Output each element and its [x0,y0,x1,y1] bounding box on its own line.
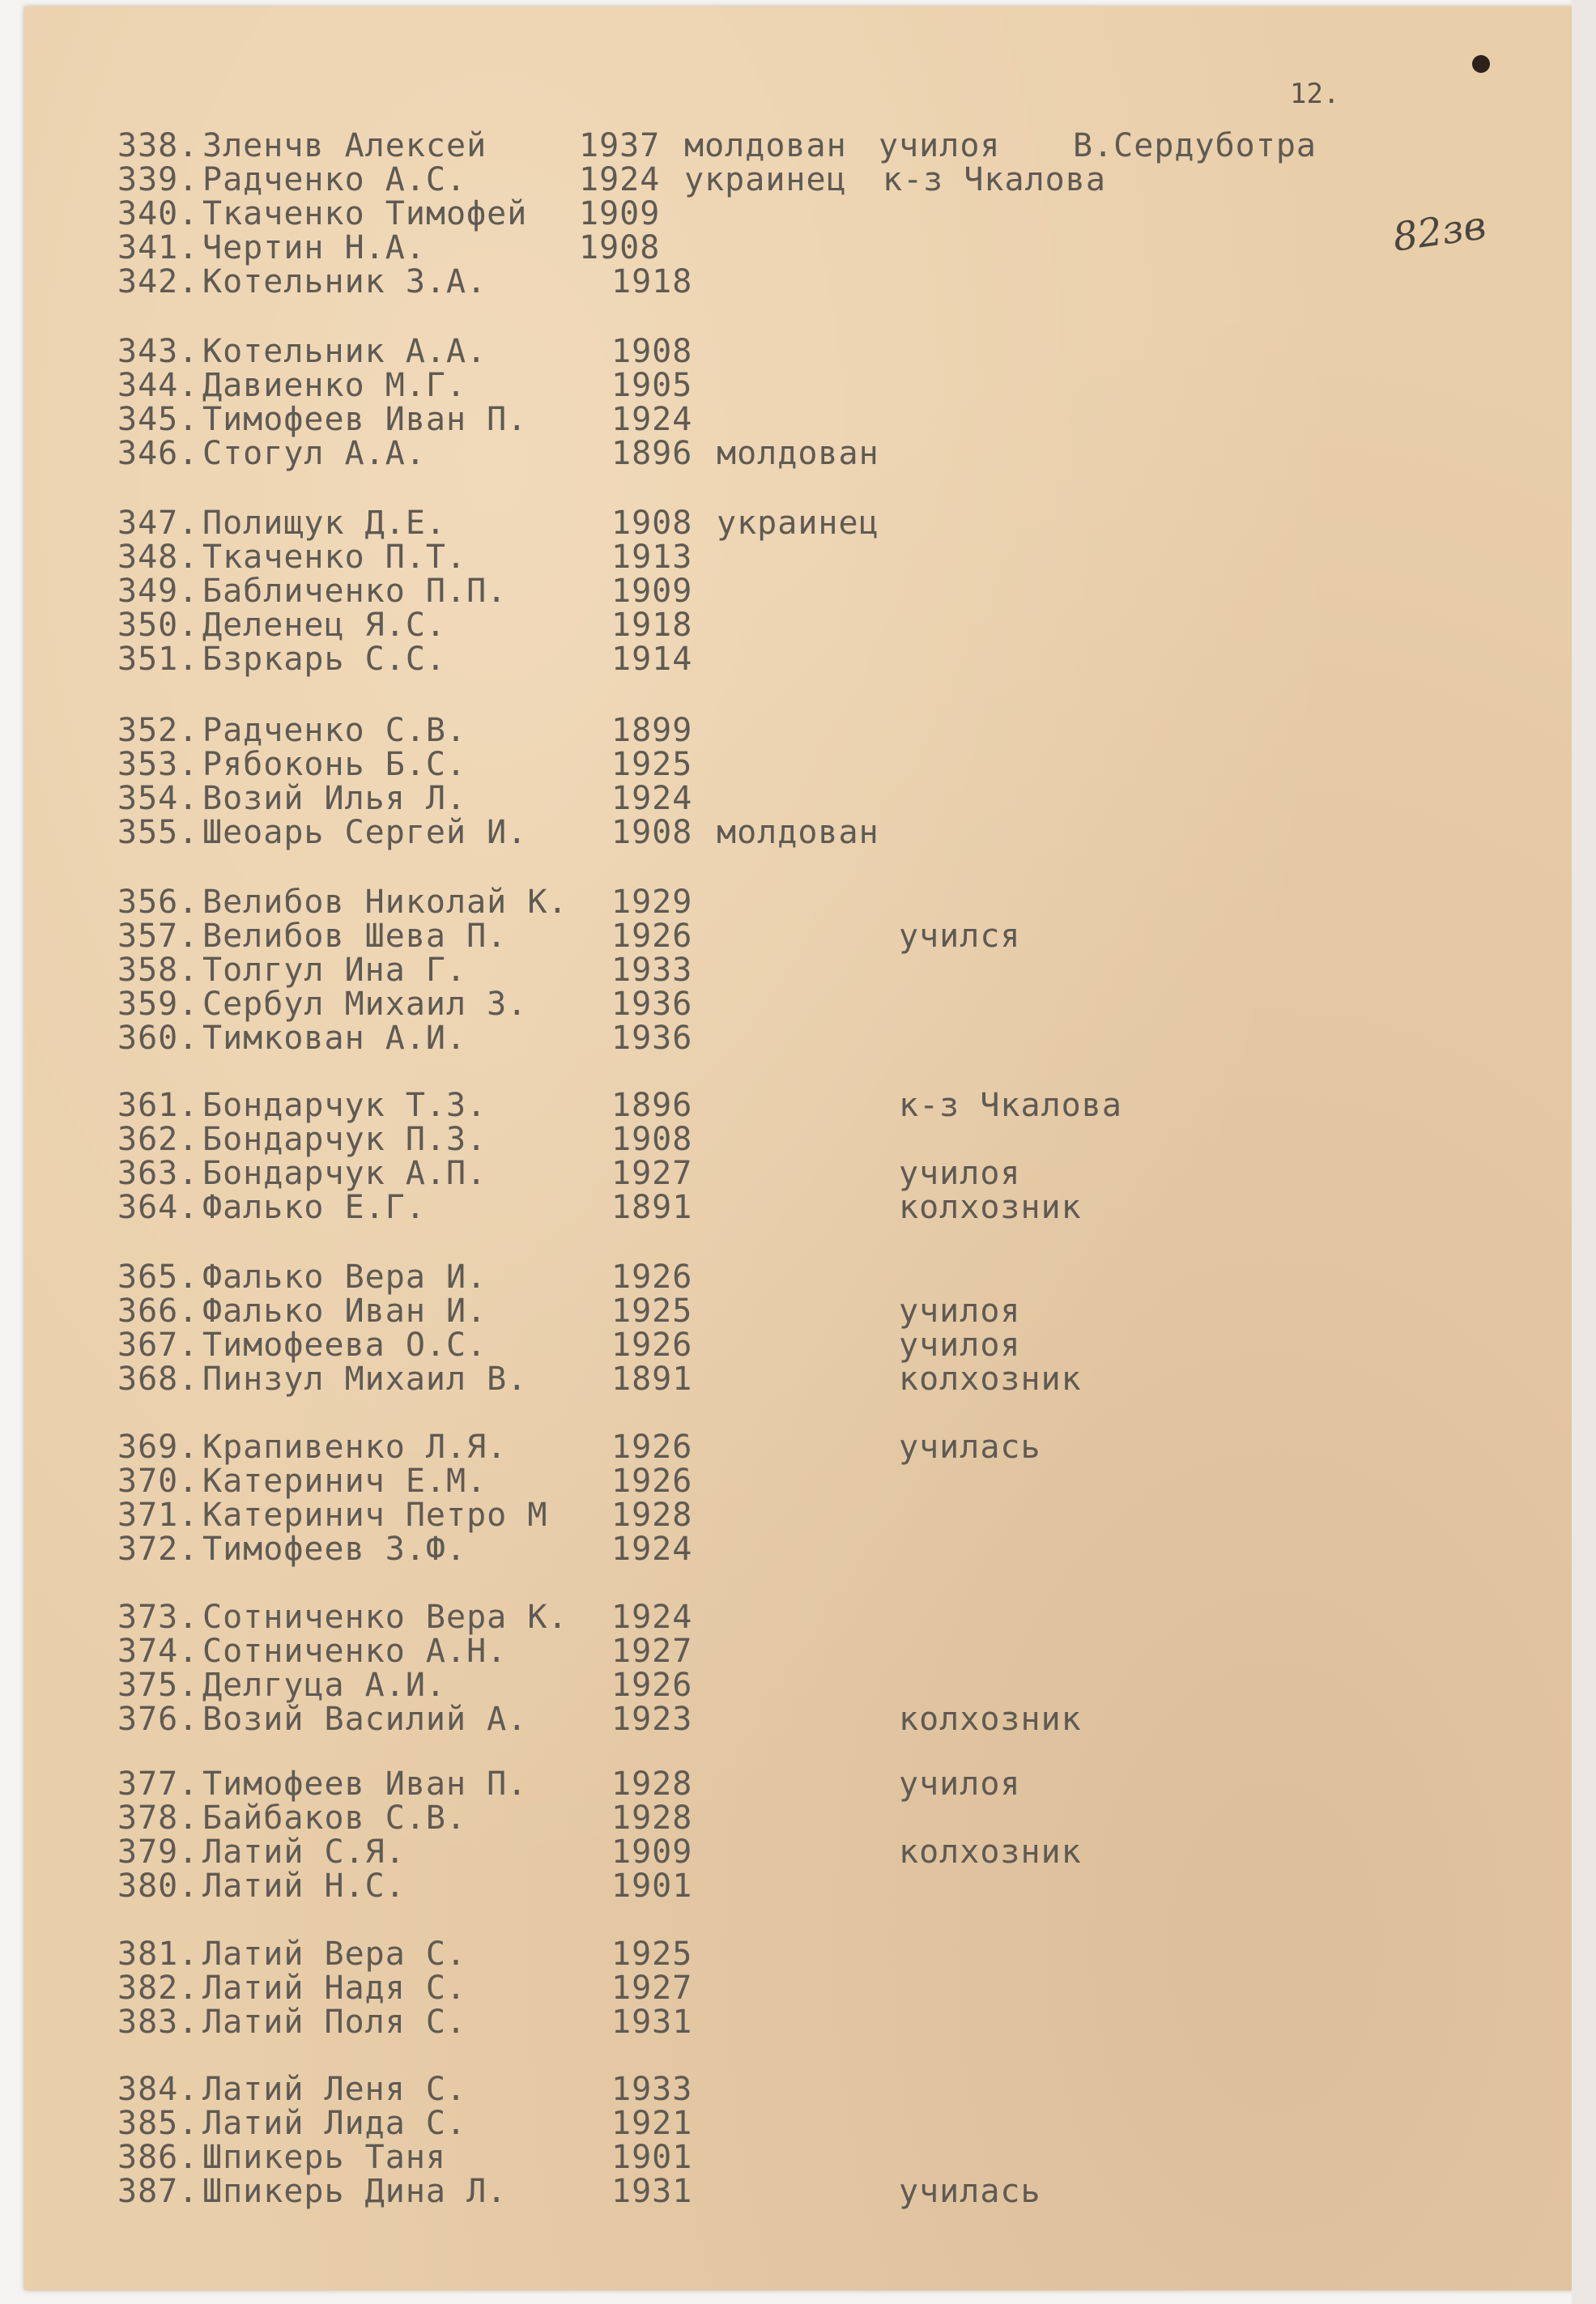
entry-year: 1924 [611,780,693,817]
entry-name: Латий Поля С. [202,2004,467,2041]
entry-name: Латий С.Я. [202,1833,406,1871]
entry-note: училоя [899,1155,1021,1192]
entry-year: 1931 [611,2173,693,2210]
entry-note: к-з Чкалова [899,1087,1122,1124]
entry-num: 360. [117,1020,199,1057]
entry-year: 1896 [611,1087,693,1124]
entry-year: 1909 [579,195,661,232]
entry-year: 1925 [611,1936,693,1973]
scan-background [1572,0,1596,2304]
entry-name: Сотниченко Вера К. [202,1599,568,1636]
entry-year: 1901 [611,1867,693,1905]
entry-name: Тимофеева О.С. [202,1327,487,1364]
entry-name: Бондарчук Т.З. [202,1087,487,1124]
entry-num: 344. [117,367,199,404]
entry-num: 341. [117,229,199,266]
entry-num: 369. [117,1429,199,1466]
entry-nationality: украинец [684,161,847,198]
entry-year: 1936 [611,986,693,1023]
handwritten-folio-note: 82зв [1390,202,1489,261]
entry-num: 370. [117,1463,199,1500]
entry-name: Фалько Е.Г. [202,1189,426,1226]
entry-nationality: молдован [717,814,879,851]
entry-num: 382. [117,1970,199,2007]
entry-name: Фалько Иван И. [202,1293,487,1330]
entry-year: 1933 [611,2071,693,2108]
entry-name: Катеринич Петро М [202,1497,548,1534]
entry-year: 1914 [611,641,693,678]
entry-year: 1918 [611,263,693,300]
entry-note: колхозник [899,1701,1082,1738]
entry-name: Котельник А.А. [202,333,487,370]
entry-num: 359. [117,986,199,1023]
entry-name: Шпикерь Таня [202,2139,446,2176]
entry-year: 1908 [611,505,693,542]
entry-num: 364. [117,1189,199,1226]
entry-num: 353. [117,746,199,783]
entry-num: 350. [117,607,199,644]
entry-year: 1909 [611,1833,693,1871]
entry-num: 343. [117,333,199,370]
entry-year: 1909 [611,573,693,610]
entry-num: 373. [117,1599,199,1636]
entry-num: 385. [117,2105,199,2142]
entry-name: Бондарчук П.З. [202,1121,487,1158]
entry-num: 349. [117,573,199,610]
entry-name: Шпикерь Дина Л. [202,2173,508,2210]
entry-name: Давиенко М.Г. [202,367,467,404]
page-number: 12. [1290,78,1340,110]
entry-year: 1924 [579,161,661,198]
entry-name: Тимофеев Иван П. [202,1765,528,1803]
entry-name: Котельник З.А. [202,263,487,300]
entry-name: Велибов Николай К. [202,884,568,921]
entry-year: 1926 [611,1667,693,1704]
entry-num: 372. [117,1531,199,1568]
entry-num: 355. [117,814,199,851]
entry-name: Латий Вера С. [202,1936,467,1973]
entry-num: 384. [117,2071,199,2108]
entry-name: Латий Надя С. [202,1970,467,2007]
entry-num: 386. [117,2139,199,2176]
entry-year: 1926 [611,1463,693,1500]
entry-num: 361. [117,1087,199,1124]
entry-num: 363. [117,1155,199,1192]
entry-name: Ткаченко Тимофей [202,195,528,232]
entry-num: 371. [117,1497,199,1534]
entry-year: 1928 [611,1765,693,1803]
entry-name: Возий Илья Л. [202,780,467,817]
entry-num: 340. [117,195,199,232]
entry-name: Толгул Ина Г. [202,952,467,989]
entry-num: 375. [117,1667,199,1704]
entry-name: Сербул Михаил З. [202,986,528,1023]
entry-year: 1924 [611,1531,693,1568]
entry-year: 1928 [611,1799,693,1837]
entry-note: колхозник [899,1833,1082,1871]
entry-year: 1896 [611,435,693,472]
entry-year: 1927 [611,1155,693,1192]
entry-name: Полищук Д.Е. [202,505,446,542]
entry-name: Бабличенко П.П. [202,573,508,610]
entry-num: 354. [117,780,199,817]
entry-name: Фалько Вера И. [202,1258,487,1296]
entry-note: училоя [899,1327,1021,1364]
entry-num: 352. [117,712,199,749]
entry-num: 356. [117,884,199,921]
entry-num: 362. [117,1121,199,1158]
entry-year: 1937 [579,127,661,164]
entry-name: Шеоарь Сергей И. [202,814,528,851]
entry-num: 338. [117,127,199,164]
entry-year: 1913 [611,539,693,576]
entry-year: 1926 [611,1327,693,1364]
entry-name: Зленчв Алексей [202,127,487,164]
entry-year: 1926 [611,1258,693,1296]
entry-num: 387. [117,2173,199,2210]
entry-name: Бзркарь С.С. [202,641,446,678]
entry-year: 1928 [611,1497,693,1534]
entry-name: Сотниченко А.Н. [202,1633,508,1670]
entry-year: 1936 [611,1020,693,1057]
entry-note: училоя [899,1293,1021,1330]
entry-num: 380. [117,1867,199,1905]
entry-year: 1891 [611,1189,693,1226]
entry-num: 357. [117,918,199,955]
entry-year: 1908 [579,229,661,266]
entry-num: 376. [117,1701,199,1738]
entry-year: 1927 [611,1970,693,2007]
entry-nationality: украинец [717,505,879,542]
entry-num: 366. [117,1293,199,1330]
entry-num: 342. [117,263,199,300]
entry-num: 374. [117,1633,199,1670]
entry-name: Тимофеев З.Ф. [202,1531,467,1568]
entry-num: 381. [117,1936,199,1973]
entry-note: училась [899,2173,1041,2210]
entry-place: к-з Чкалова [883,161,1106,198]
entry-name: Латий Леня С. [202,2071,467,2108]
entry-name: Деленец Я.С. [202,607,446,644]
entry-note: колхозник [899,1189,1082,1226]
entry-num: 345. [117,401,199,438]
entry-name: Радченко С.В. [202,712,467,749]
entry-name: Латий Лида С. [202,2105,467,2142]
entry-num: 377. [117,1765,199,1803]
punch-hole-mark [1472,55,1490,73]
entry-year: 1908 [611,333,693,370]
entry-name: Возий Василий А. [202,1701,528,1738]
entry-num: 358. [117,952,199,989]
entry-year: 1901 [611,2139,693,2176]
entry-year: 1923 [611,1701,693,1738]
entry-year: 1926 [611,1429,693,1466]
entry-num: 383. [117,2004,199,2041]
entry-year: 1926 [611,918,693,955]
entry-note: училоя [899,1765,1021,1803]
entry-year: 1918 [611,607,693,644]
entry-name: Крапивенко Л.Я. [202,1429,508,1466]
entry-note: училась [899,1429,1041,1466]
entry-year: 1908 [611,814,693,851]
entry-name: Делгуца А.И. [202,1667,446,1704]
entry-num: 339. [117,161,199,198]
entry-place: В.Сердуботра [1073,127,1317,164]
entry-num: 379. [117,1833,199,1871]
entry-year: 1905 [611,367,693,404]
entry-num: 351. [117,641,199,678]
entry-num: 347. [117,505,199,542]
entry-name: Стогул А.А. [202,435,426,472]
entry-name: Велибов Шева П. [202,918,508,955]
entry-year: 1929 [611,884,693,921]
entry-name: Латий Н.С. [202,1867,406,1905]
entry-name: Ткаченко П.Т. [202,539,467,576]
entry-year: 1908 [611,1121,693,1158]
entry-year: 1925 [611,746,693,783]
entry-name: Тимкован А.И. [202,1020,467,1057]
document-page [24,6,1587,2290]
entry-note: училоя [879,127,1001,164]
entry-year: 1931 [611,2004,693,2041]
entry-num: 346. [117,435,199,472]
entry-note: колхозник [899,1361,1082,1398]
entry-nationality: молдован [684,127,847,164]
entry-num: 368. [117,1361,199,1398]
entry-num: 365. [117,1258,199,1296]
entry-name: Радченко А.С. [202,161,467,198]
entry-name: Байбаков С.В. [202,1799,467,1837]
entry-year: 1924 [611,1599,693,1636]
entry-year: 1927 [611,1633,693,1670]
entry-num: 367. [117,1327,199,1364]
entry-year: 1899 [611,712,693,749]
entry-name: Катеринич Е.М. [202,1463,487,1500]
entry-nationality: молдован [717,435,879,472]
entry-name: Бондарчук А.П. [202,1155,487,1192]
entry-year: 1921 [611,2105,693,2142]
entry-year: 1924 [611,401,693,438]
entry-note: учился [899,918,1021,955]
entry-name: Тимофеев Иван П. [202,401,528,438]
entry-name: Пинзул Михаил В. [202,1361,528,1398]
entry-year: 1891 [611,1361,693,1398]
entry-num: 378. [117,1799,199,1837]
entry-name: Чертин Н.А. [202,229,426,266]
entry-year: 1925 [611,1293,693,1330]
entry-year: 1933 [611,952,693,989]
entry-num: 348. [117,539,199,576]
entry-name: Рябоконь Б.С. [202,746,467,783]
